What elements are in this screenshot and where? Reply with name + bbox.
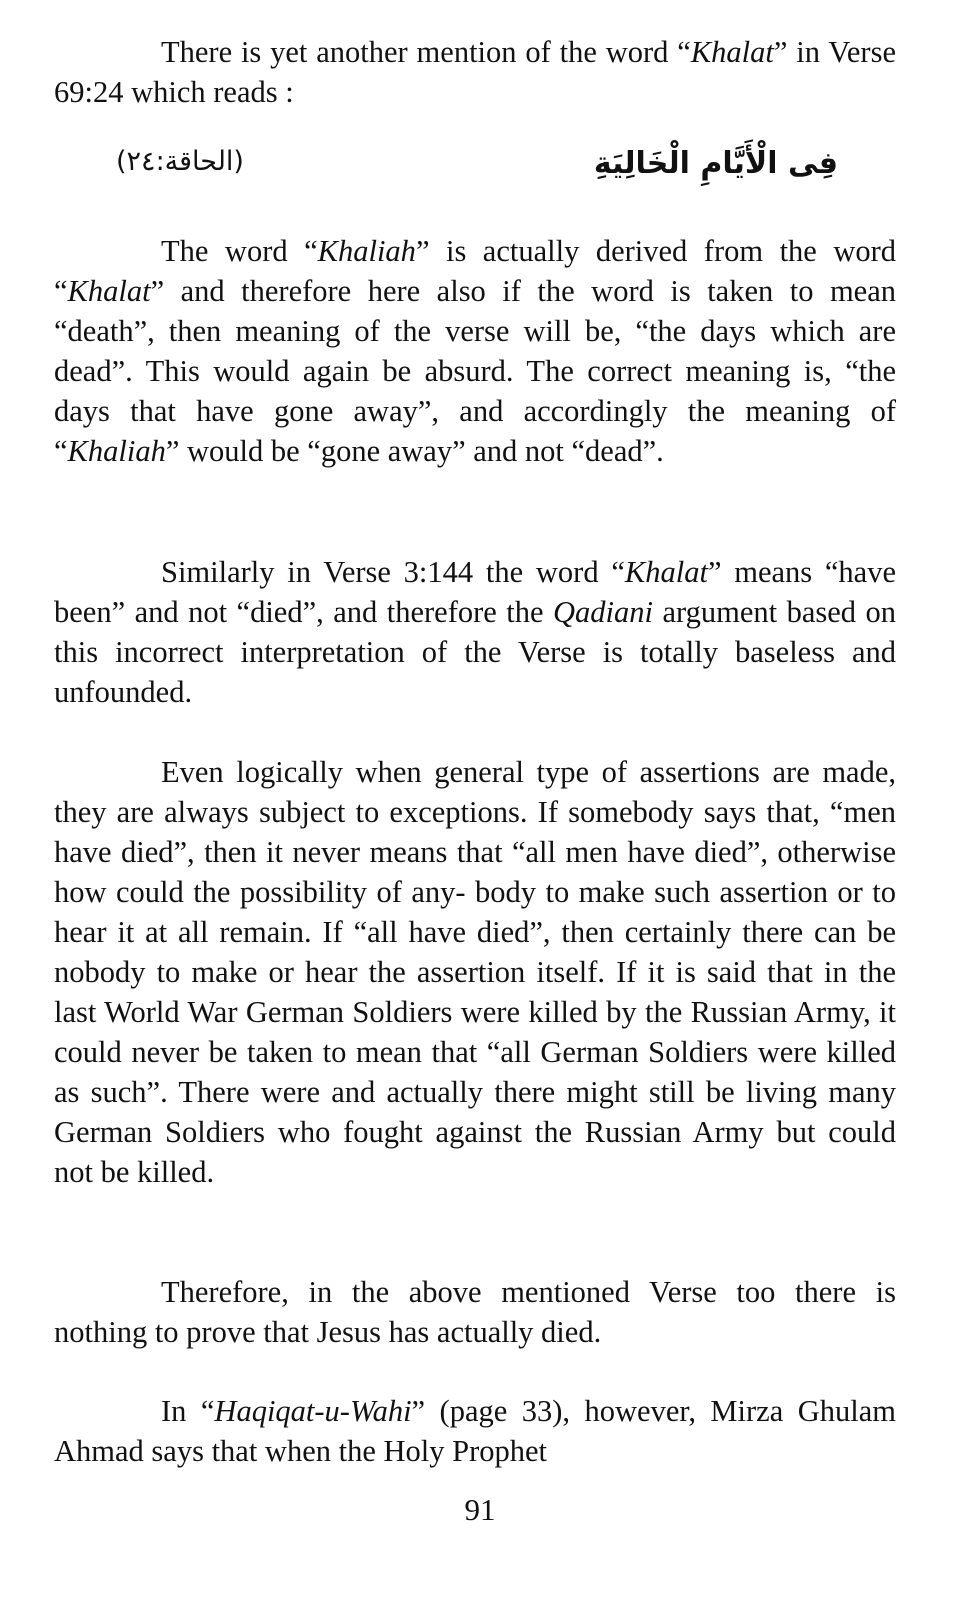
paragraph-3: Similarly in Verse 3:144 the word “Khalat” means “have been” and not “died”, and therefore the Qadiani argument based on this incorrect interpretation of the Verse is totally baseless and unfounded.	[54, 555, 896, 709]
paragraph-1: There is yet another mention of the word “Khalat” in Verse 69:24 which reads :	[54, 35, 896, 109]
arabic-verse: فِى الْأَيَّامِ الْخَالِيَةِ	[593, 146, 838, 181]
paragraph-2: The word “Khaliah” is actually derived from the word “Khalat” and therefore here also if the word is taken to mean “death”, then meaning of the verse will be, “the days which are dead”. This would again be absurd. The correct meaning is, “the days that have gone away”, and accordingly the meaning of “Khaliah” would be “gone away” and not “dead”.	[54, 234, 897, 468]
page-number: 91	[464, 1492, 496, 1527]
arabic-verse-row	[54, 140, 896, 196]
term-khalat: Khalat	[690, 35, 774, 69]
paragraph-5: Therefore, in the above mentioned Verse too there is nothing to prove that Jesus has actually died.	[54, 1275, 896, 1349]
paragraph-4: Even logically when general type of assertions are made, they are always subject to exceptions. If somebody says that, “men have died”, then it never means that “all men have died”, otherwise how could the possibility of any- body to make such assertion or to hear it at all remain. If “all have died”, then certainly there can be nobody to make or hear the assertion itself. If it is said that in the last World War German Soldiers were killed by the Russian Army, it could never be taken to mean that “all German Soldiers were killed as such”. There were and actually there might still be living many German Soldiers who fought against the Russian Army but could not be killed.	[54, 755, 896, 1189]
paragraph-6: In “Haqiqat-u-Wahi” (page 33), however, Mirza Ghulam Ahmad says that when the Holy Prophet	[54, 1394, 896, 1468]
arabic-reference: (الحاقة:٢٤)	[116, 146, 244, 177]
